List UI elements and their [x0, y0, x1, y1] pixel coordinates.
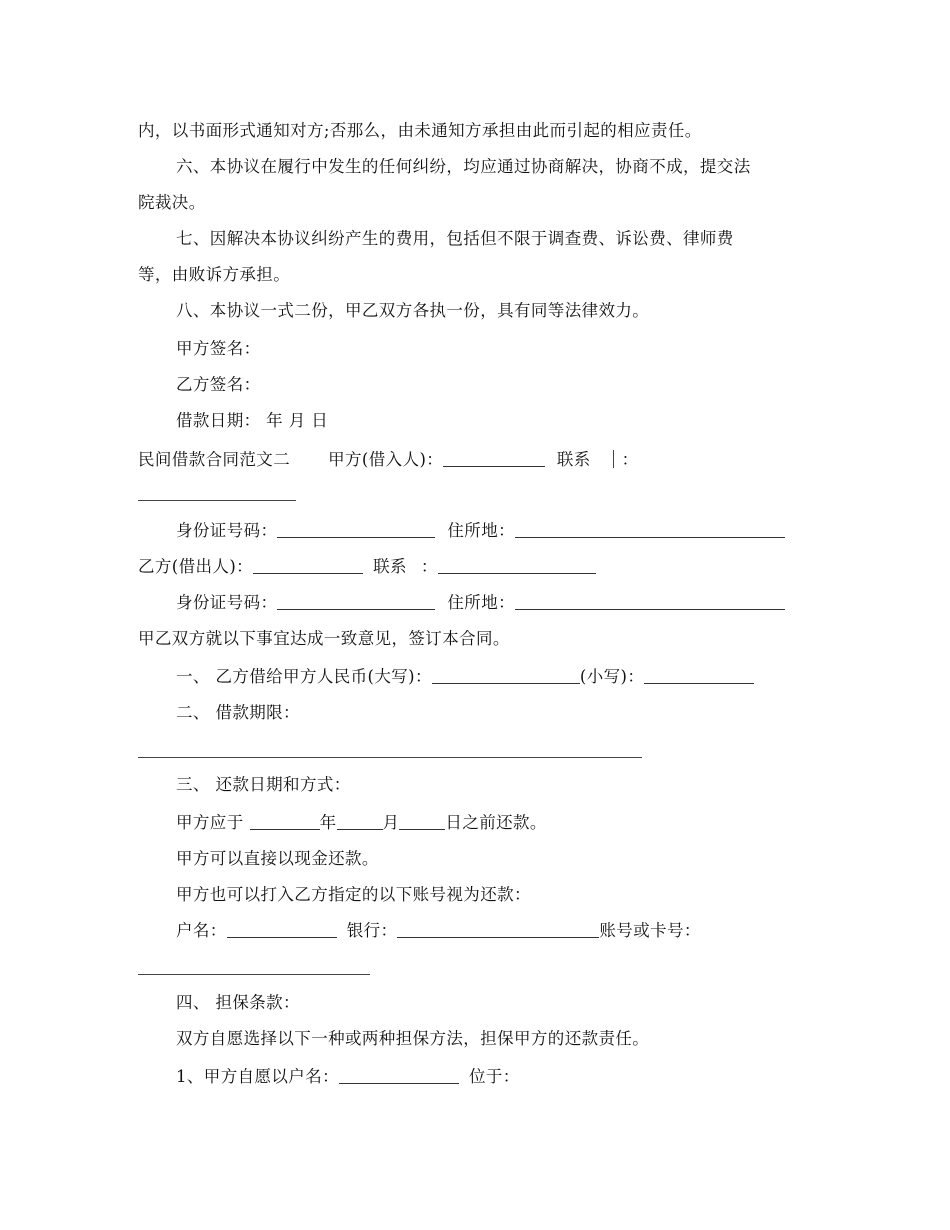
property-owner-blank — [339, 1065, 459, 1084]
clause-eight: 八、本协议一式二份，甲乙双方各执一份，具有同等法律效力。 — [176, 301, 650, 320]
clause-seven-cont: 等，由败诉方承担。 — [138, 265, 291, 284]
cash-repayment: 甲方可以直接以现金还款。 — [176, 849, 379, 868]
month-blank — [337, 811, 383, 830]
agreement-intro: 甲乙双方就以下事宜达成一致意见，签订本合同。 — [138, 629, 510, 648]
amount-lowercase-blank — [644, 665, 754, 684]
paragraph-line: 内，以书面形式通知对方;否那么，由未通知方承担由此而引起的相应责任。 — [138, 121, 702, 140]
borrower-address-blank — [515, 519, 785, 538]
lender-name-blank — [253, 555, 363, 574]
guarantee-item-one: 1、甲方自愿以户名： 位于： — [176, 1067, 520, 1086]
account-name-blank — [227, 919, 337, 938]
lender-contact-blank — [438, 555, 596, 574]
clause-six: 六、本协议在履行中发生的任何纠纷，均应通过协商解决，协商不成，提交法 — [176, 157, 751, 176]
lender-id-blank — [277, 591, 435, 610]
year-blank — [250, 811, 320, 830]
article-one: 一、 乙方借给甲方人民币(大写)： (小写)： — [176, 665, 754, 689]
account-number-blank — [138, 974, 370, 975]
borrower-name-blank — [443, 448, 545, 467]
account-line: 户名： 银行： 账号或卡号： — [176, 921, 701, 940]
contract-title: 民间借款合同范文二 — [138, 450, 291, 469]
borrower-contact-label: 联系 — [556, 450, 591, 469]
day-blank — [399, 811, 445, 830]
text-cursor — [613, 450, 614, 468]
article-three: 三、 还款日期和方式： — [176, 775, 351, 794]
amount-uppercase-blank — [432, 665, 580, 684]
loan-date: 借款日期： 年 月 日 — [176, 411, 329, 430]
guarantee-intro: 双方自愿选择以下一种或两种担保方法，担保甲方的还款责任。 — [176, 1029, 650, 1048]
borrower-contact-blank — [138, 500, 296, 501]
lender-id-line: 身份证号码： 住所地： — [176, 591, 785, 615]
contract-title-line: 民间借款合同范文二 甲方(借入人)： 联系 ： — [138, 450, 639, 469]
lender-line: 乙方(借出人)： 联系 ： — [138, 555, 596, 579]
borrower-id-blank — [277, 519, 435, 538]
article-four: 四、 担保条款： — [176, 993, 300, 1012]
article-two: 二、 借款期限： — [176, 703, 300, 722]
lender-address-blank — [515, 591, 785, 610]
party-b-signature: 乙方签名： — [176, 375, 261, 394]
clause-six-cont: 院裁决。 — [138, 193, 206, 212]
repayment-date-line: 甲方应于 年 月 日之前还款。 — [176, 813, 547, 832]
borrower-id-line: 身份证号码： 住所地： — [176, 519, 785, 543]
clause-seven: 七、因解决本协议纠纷产生的费用，包括但不限于调查费、诉讼费、律师费 — [176, 229, 734, 248]
transfer-repayment: 甲方也可以打入乙方指定的以下账号视为还款： — [176, 885, 531, 904]
borrower-label: 甲方(借入人)： — [328, 450, 444, 469]
loan-term-blank — [138, 757, 642, 758]
party-a-signature: 甲方签名： — [176, 339, 261, 358]
bank-blank — [397, 919, 599, 938]
